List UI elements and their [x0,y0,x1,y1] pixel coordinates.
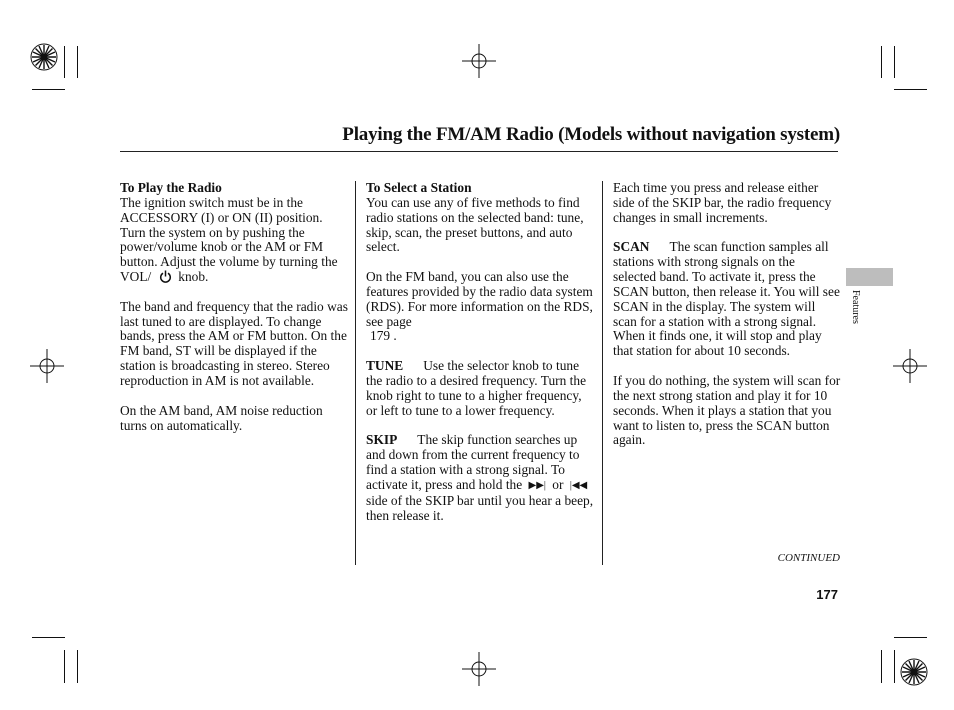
column-divider-1 [355,181,356,565]
scan-label: SCAN [613,239,650,255]
heading-play-radio: To Play the Radio [120,180,222,195]
paragraph-am-noise: On the AM band, AM noise reduction turns on automatically. [120,402,323,433]
crop-mark-bottom-right-starburst [899,657,929,687]
registration-mark-top [462,44,496,78]
skip-back-icon: |◀◀ [569,479,588,491]
page-number: 177 [816,587,838,602]
power-icon [159,270,172,283]
paragraph-ignition-text: The ignition switch must be in the ACCESSORY (I) or ON (II) position. Turn the system on by pushing the power/volume knob or the AM or FM button. Adjust the volume by turning the VOL/ [120,194,338,285]
skip-forward-icon: ▶▶| [528,479,546,491]
tune-label: TUNE [366,358,404,374]
column-3 [613,181,841,463]
paragraph-skip [366,433,596,523]
title-rule [120,151,838,152]
page-reference: 179 . [370,328,397,344]
paragraph-press-release: Each time you press and release either side of the SKIP bar, the radio frequency changes in small increments. [613,180,832,225]
tune-text: Use the selector knob to tune the radio to a desired frequency. Turn the knob right to tune to a higher frequency, or left to tune to a lower frequency. [366,358,587,418]
paragraph-five-methods: You can use any of five methods to find radio stations on the selected band: tune, skip, scan, the preset buttons, and auto select. [366,194,584,255]
paragraph-ignition-end: knob. [178,269,209,285]
skip-label: SKIP [366,432,398,448]
skip-or: or [552,476,564,492]
page-title: Playing the FM/AM Radio (Models without navigation system) [342,124,840,145]
column-2 [366,181,596,538]
continued-label: CONTINUED [777,552,840,564]
paragraph-do-nothing: If you do nothing, the system will scan for the next strong station and play it for 10 seconds. When it plays a station that you want to listen to, press the SCAN button again. [613,372,841,448]
column-1 [120,181,350,448]
section-tab-label: Features [850,290,861,324]
heading-select-station: To Select a Station [366,180,472,195]
paragraph-scan [613,240,841,359]
registration-mark-left [30,349,64,383]
skip-text-2: side of the SKIP bar until you hear a beep, then release it. [366,492,594,523]
paragraph-rds-text: On the FM band, you can also use the features provided by the radio data system (RDS). For more information on the RDS, see page [366,269,593,329]
registration-mark-bottom [462,652,496,686]
paragraph-ignition [120,196,350,285]
column-divider-2 [602,181,603,565]
paragraph-band-frequency: The band and frequency that the radio was last tuned to are displayed. To change bands, press the AM or FM button. On the FM band, ST will be displayed if the station is broadcasting in stereo. Stereo reproduction in AM is not available. [120,298,348,388]
paragraph-rds [366,270,596,344]
paragraph-tune [366,359,596,418]
section-tab [846,268,893,286]
registration-mark-right [893,349,927,383]
crop-mark-top-left-starburst [29,42,59,72]
scan-text: The scan function samples all stations with strong signals on the selected band. To activate it, press the SCAN button, then release it. You will see SCAN in the display. The system will scan for a station with a strong signal. When it finds one, it will stop and play that station for about 10 seconds. [613,239,840,359]
skip-text-1: The skip function searches up and down from the current frequency to find a station with a strong signal. To activate it, press and hold the [366,432,580,492]
